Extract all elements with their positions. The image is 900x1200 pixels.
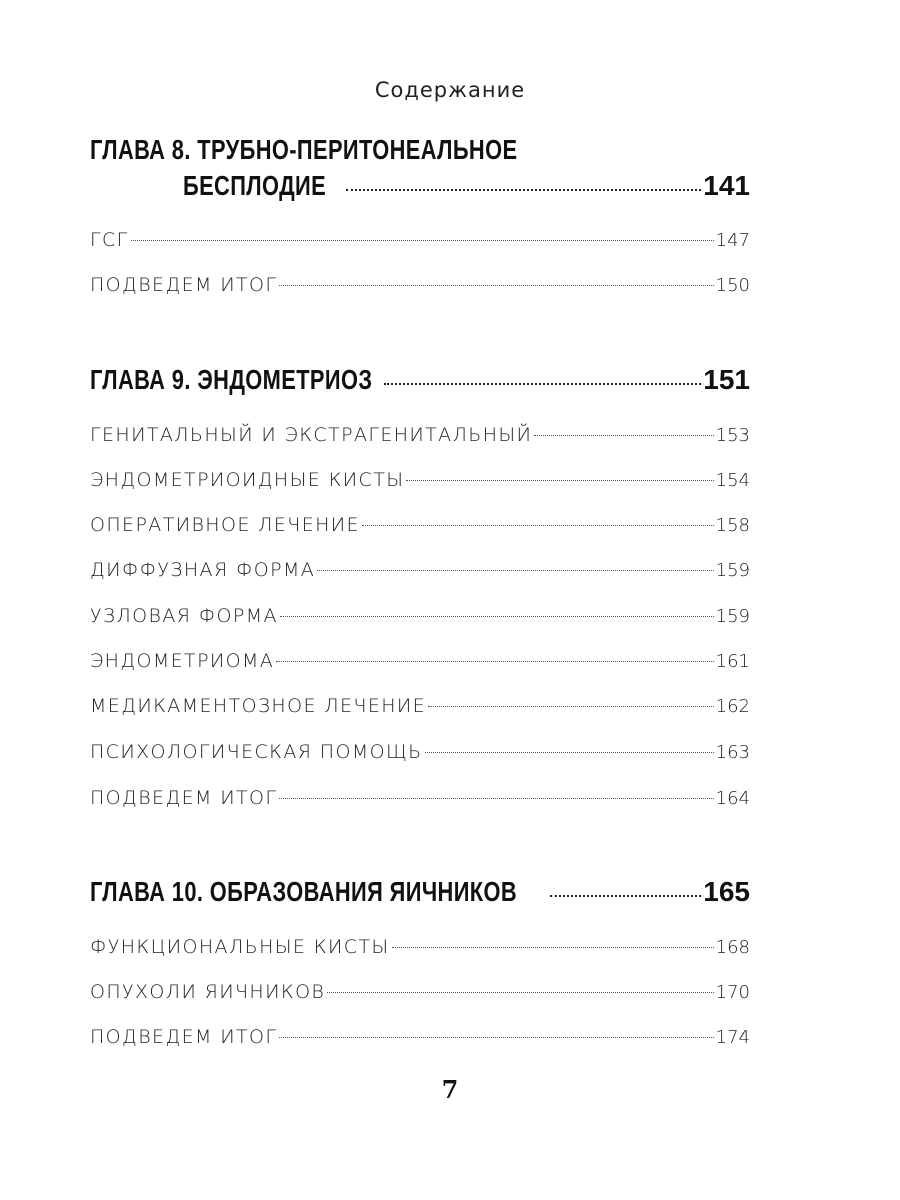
toc-entry-page: 163 (715, 742, 750, 763)
leader-dots (428, 706, 714, 707)
toc-entry-title: ФУНКЦИОНАЛЬНЫЕ КИСТЫ (90, 936, 390, 958)
toc-entry-page: 170 (715, 982, 750, 1003)
toc-entry-title: ОПЕРАТИВНОЕ ЛЕЧЕНИЕ (90, 514, 360, 536)
toc-entry-page: 164 (715, 788, 750, 809)
toc-header: Содержание (374, 78, 526, 102)
chapter-8-title-line1-text: ГЛАВА 8. ТРУБНО-ПЕРИТОНЕАЛЬНОЕ (90, 134, 518, 165)
leader-dots (317, 570, 714, 571)
leader-dots (279, 285, 713, 286)
chapter-10-page: 165 (703, 876, 750, 907)
leader-dots (131, 240, 714, 241)
leader-dots (327, 992, 713, 993)
toc-entry-page: 158 (715, 515, 750, 536)
toc-entry-title: ПОДВЕДЕМ ИТОГ (90, 1026, 278, 1048)
toc-entry-page: 159 (715, 606, 750, 627)
toc-entry-page: 162 (715, 696, 750, 717)
leader-dots (280, 616, 714, 617)
toc-entry-page: 154 (715, 470, 750, 491)
leader-dots (279, 1037, 713, 1038)
leader-dots (425, 752, 714, 753)
toc-entry-title: ОПУХОЛИ ЯИЧНИКОВ (90, 981, 326, 1003)
toc-entry-title: ДИФФУЗНАЯ ФОРМА (90, 559, 316, 581)
toc-entry[interactable] (90, 1026, 750, 1048)
toc-entry-page: 174 (715, 1027, 750, 1048)
toc-entry-title: ПОДВЕДЕМ ИТОГ (90, 787, 278, 809)
leader-dots (362, 525, 714, 526)
toc-entry-title: ГЕНИТАЛЬНЫЙ И ЭКСТРАГЕНИТАЛЬНЫЙ (90, 424, 533, 446)
toc-entry-title: ПОДВЕДЕМ ИТОГ (90, 274, 278, 296)
chapter-8-title-line2: БЕСПЛОДИЕ (183, 170, 327, 201)
chapter-8-entry[interactable] (183, 170, 750, 202)
toc-entry-title: ЭНДОМЕТРИОМА (90, 650, 275, 672)
toc-entry-title: МЕДИКАМЕНТОЗНОЕ ЛЕЧЕНИЕ (90, 695, 427, 717)
chapter-9-title: ГЛАВА 9. ЭНДОМЕТРИОЗ (90, 364, 373, 395)
toc-entry[interactable] (90, 424, 750, 446)
chapter-10-entry[interactable] (90, 876, 750, 908)
toc-entry[interactable] (90, 274, 750, 296)
chapter-9-page: 151 (703, 364, 750, 395)
leader-dots (276, 661, 713, 662)
toc-entry[interactable] (90, 229, 750, 251)
leader-dots (406, 480, 713, 481)
toc-entry[interactable] (90, 981, 750, 1003)
toc-entry-title: УЗЛОВАЯ ФОРМА (90, 605, 278, 627)
toc-entry[interactable] (90, 936, 750, 958)
toc-entry[interactable] (90, 695, 750, 717)
toc-entry-page: 147 (715, 230, 750, 251)
toc-entry-page: 159 (715, 560, 750, 581)
toc-entry[interactable] (90, 741, 750, 763)
toc-entry[interactable] (90, 787, 750, 809)
chapter-8-title-line1 (90, 134, 638, 166)
leader-dots (384, 383, 701, 385)
toc-entry-page: 168 (715, 937, 750, 958)
toc-entry[interactable] (90, 469, 750, 491)
chapter-9-entry[interactable] (90, 364, 750, 396)
toc-entry[interactable] (90, 650, 750, 672)
page-number: 7 (441, 1075, 459, 1104)
toc-entry-title: ЭНДОМЕТРИОИДНЫЕ КИСТЫ (90, 469, 405, 491)
toc-entry-title: ГСГ (90, 229, 129, 251)
toc-entry[interactable] (90, 605, 750, 627)
toc-entry-page: 150 (715, 275, 750, 296)
chapter-10-title: ГЛАВА 10. ОБРАЗОВАНИЯ ЯИЧНИКОВ (90, 876, 518, 907)
leader-dots (279, 798, 713, 799)
leader-dots (534, 435, 713, 436)
toc-entry-title: ПСИХОЛОГИЧЕСКАЯ ПОМОЩЬ (90, 741, 423, 763)
leader-dots (550, 895, 702, 897)
toc-entry-page: 161 (715, 651, 750, 672)
leader-dots (346, 189, 701, 191)
toc-entry[interactable] (90, 514, 750, 536)
toc-entry[interactable] (90, 559, 750, 581)
toc-entry-page: 153 (715, 425, 750, 446)
leader-dots (392, 947, 714, 948)
chapter-8-page: 141 (703, 170, 750, 201)
